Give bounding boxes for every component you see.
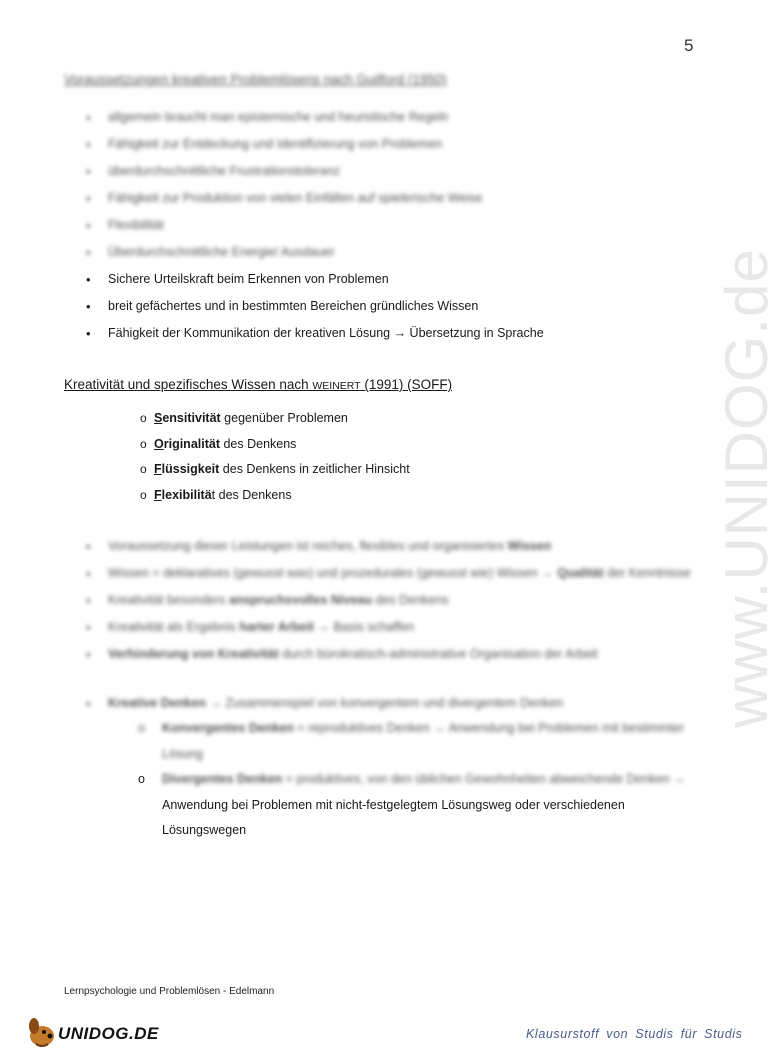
logo-text: UNIDOG.DE xyxy=(58,1024,159,1043)
item-text: Kreativität als Ergebnis xyxy=(108,620,240,634)
item-text: der Kenntnisse xyxy=(603,566,691,580)
list-item xyxy=(140,406,410,432)
bold-term: anspruchsvolles Niveau xyxy=(228,593,373,607)
list-item xyxy=(140,483,410,509)
list-item xyxy=(86,641,691,668)
watermark: www.UNIDOG.de xyxy=(713,248,780,728)
section4-sublist xyxy=(138,716,702,844)
bold-term: riginalität xyxy=(163,436,220,451)
bold-term: lüssigkeit xyxy=(161,462,220,476)
list-item xyxy=(86,587,691,614)
initial-letter: O xyxy=(154,436,164,451)
sub2-visible: Anwendung bei Problemen mit nicht-festgelegtem Lösungsweg oder verschiedenen xyxy=(162,797,625,812)
item-text: durch bürokratisch-administrative Organisation der Arbeit xyxy=(278,647,598,661)
list-item xyxy=(86,560,691,587)
footer-tagline: Klausurstoff von Studis für Studis xyxy=(526,1027,743,1041)
sub2-bold: Divergentes Denken xyxy=(162,772,283,786)
item-text: Kreativität besonders xyxy=(108,593,229,607)
list-item: • allgemein braucht man epistemische und heuristische Regeln xyxy=(86,104,544,131)
list-item xyxy=(138,716,702,767)
section4-main-bold: Kreative Denken xyxy=(108,696,206,710)
list-item xyxy=(86,614,691,641)
item-text: des Denkens xyxy=(372,593,449,607)
section1-list xyxy=(86,104,544,347)
dog-icon xyxy=(22,1012,62,1052)
list-item xyxy=(140,432,410,458)
item-text: des Denkens xyxy=(220,436,297,451)
bold-term: Qualität xyxy=(557,566,604,580)
list-item: • Fähigkeit zur Produktion von vielen Einfällen auf spielerische Weise xyxy=(86,185,544,212)
section1-heading: Voraussetzungen kreativen Problemlösens nach Guilford (1950) xyxy=(64,72,447,87)
item-text: Wissen = deklaratives (gewusst was) und prozedurales (gewusst wie) Wissen → xyxy=(108,566,558,580)
bold-term: Verhinderung von Kreativität xyxy=(108,647,279,661)
initial-letter: F xyxy=(154,487,162,502)
sub2-text: = produktives, von den üblichen Gewohnheiten abweichende Denken → xyxy=(282,772,686,786)
list-item: • Fähigkeit der Kommunikation der kreativen Lösung → Übersetzung in Sprache xyxy=(86,320,544,347)
list-item: • Flexibilität xyxy=(86,212,544,239)
section2-heading-author: WEINERT xyxy=(312,380,361,392)
footer-course: Lernpsychologie und Problemlösen - Edelmann xyxy=(64,986,275,997)
page-number: 5 xyxy=(684,36,694,55)
sub1-bold: Konvergentes Denken xyxy=(162,721,294,735)
section4-main-text: → Zusammenspiel von konvergentem und divergentem Denken xyxy=(205,696,564,710)
section4-list xyxy=(86,690,563,717)
list-item xyxy=(138,767,702,844)
section2-heading-pre: Kreativität und spezifisches Wissen nach xyxy=(64,377,313,392)
list-item: • Fähigkeit zur Entdeckung und Identifizierung von Problemen xyxy=(86,131,544,158)
list-item xyxy=(86,690,563,717)
item-text: gegenüber Problemen xyxy=(220,411,348,425)
section2-heading-post: (1991) (SOFF) xyxy=(360,377,453,392)
bold-term: lexibilitä xyxy=(161,487,212,502)
sub1-text: = reproduktives Denken → Anwendung bei Problemen mit bestimmter Lösung xyxy=(162,721,685,761)
unidog-logo xyxy=(22,1012,162,1052)
sub2-visible2: Lösungswegen xyxy=(162,823,247,837)
bold-term: harter Arbeit xyxy=(239,620,314,634)
list-item xyxy=(140,457,410,483)
section2-heading xyxy=(64,377,452,392)
list-item: • Überdurchschnittliche Energie/ Ausdauer xyxy=(86,239,544,266)
item-text: Voraussetzung dieser Leistungen ist reiches, flexibles und organisiertes xyxy=(108,539,508,553)
item-text: → Basis schaffen xyxy=(313,620,415,634)
section3-list xyxy=(86,533,691,668)
item-text: t des Denkens xyxy=(211,487,292,502)
list-item xyxy=(86,533,691,560)
bold-term: ensitivität xyxy=(162,411,221,425)
list-item: • Sichere Urteilskraft beim Erkennen von Problemen xyxy=(86,266,544,293)
initial-letter: F xyxy=(154,462,162,476)
list-item: • überdurchschnittliche Frustrationstoleranz xyxy=(86,158,544,185)
initial-letter: S xyxy=(154,411,163,425)
section2-list xyxy=(140,406,410,508)
list-item: • breit gefächertes und in bestimmten Bereichen gründliches Wissen xyxy=(86,293,544,320)
bold-term: Wissen xyxy=(507,539,552,553)
item-text: des Denkens in zeitlicher Hinsicht xyxy=(219,462,410,476)
